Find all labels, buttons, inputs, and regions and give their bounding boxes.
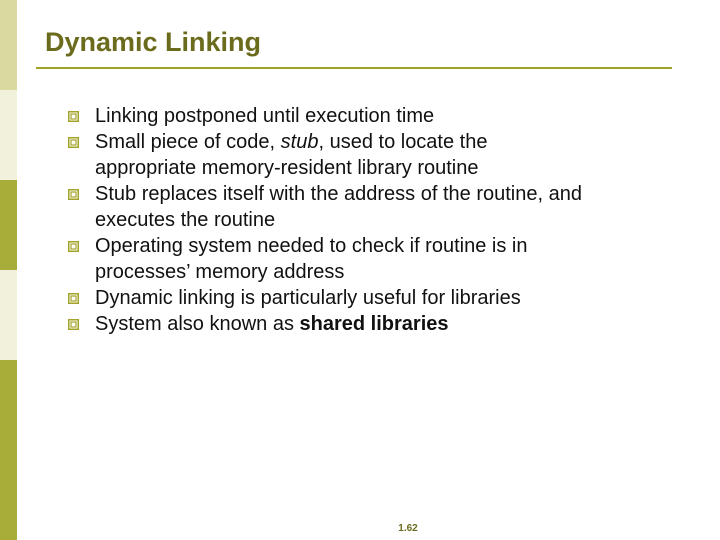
slide-title: Dynamic Linking xyxy=(45,27,262,57)
bullet-item xyxy=(68,285,588,311)
sidebar-stripe-5 xyxy=(0,360,17,540)
bullet-item xyxy=(68,233,588,285)
page-number: 1.62 xyxy=(398,523,418,534)
title-underline xyxy=(36,67,672,69)
checkbox-bullet-icon xyxy=(68,189,79,200)
bullet-item xyxy=(68,311,588,337)
stub-term: stub xyxy=(280,131,319,153)
sidebar-stripe-3 xyxy=(0,180,17,270)
bullet-item xyxy=(68,181,588,233)
checkbox-bullet-icon xyxy=(68,241,79,252)
bullet-text-start: System also known as xyxy=(95,313,300,335)
bullet-text-end: , used to locate the appropriate memory-resident library routine xyxy=(95,131,488,179)
sidebar-stripe-4 xyxy=(0,270,17,360)
shared-libraries-term: shared libraries xyxy=(299,313,449,335)
bullet-text: Dynamic linking is particularly useful for libraries xyxy=(95,287,521,309)
checkbox-bullet-icon xyxy=(68,111,79,122)
sidebar-stripe-2 xyxy=(0,90,17,180)
bullet-list xyxy=(68,103,588,337)
sidebar-stripe-1 xyxy=(0,0,17,90)
bullet-text: Linking postponed until execution time xyxy=(95,105,435,127)
bullet-item xyxy=(68,129,588,181)
checkbox-bullet-icon xyxy=(68,293,79,304)
bullet-text: Operating system needed to check if routine is in processes’ memory address xyxy=(95,235,528,283)
bullet-text: Stub replaces itself with the address of the routine, and executes the routine xyxy=(95,183,582,231)
checkbox-bullet-icon xyxy=(68,319,79,330)
bullet-item xyxy=(68,103,588,129)
bullet-text-start: Small piece of code, xyxy=(95,131,281,153)
checkbox-bullet-icon xyxy=(68,137,79,148)
